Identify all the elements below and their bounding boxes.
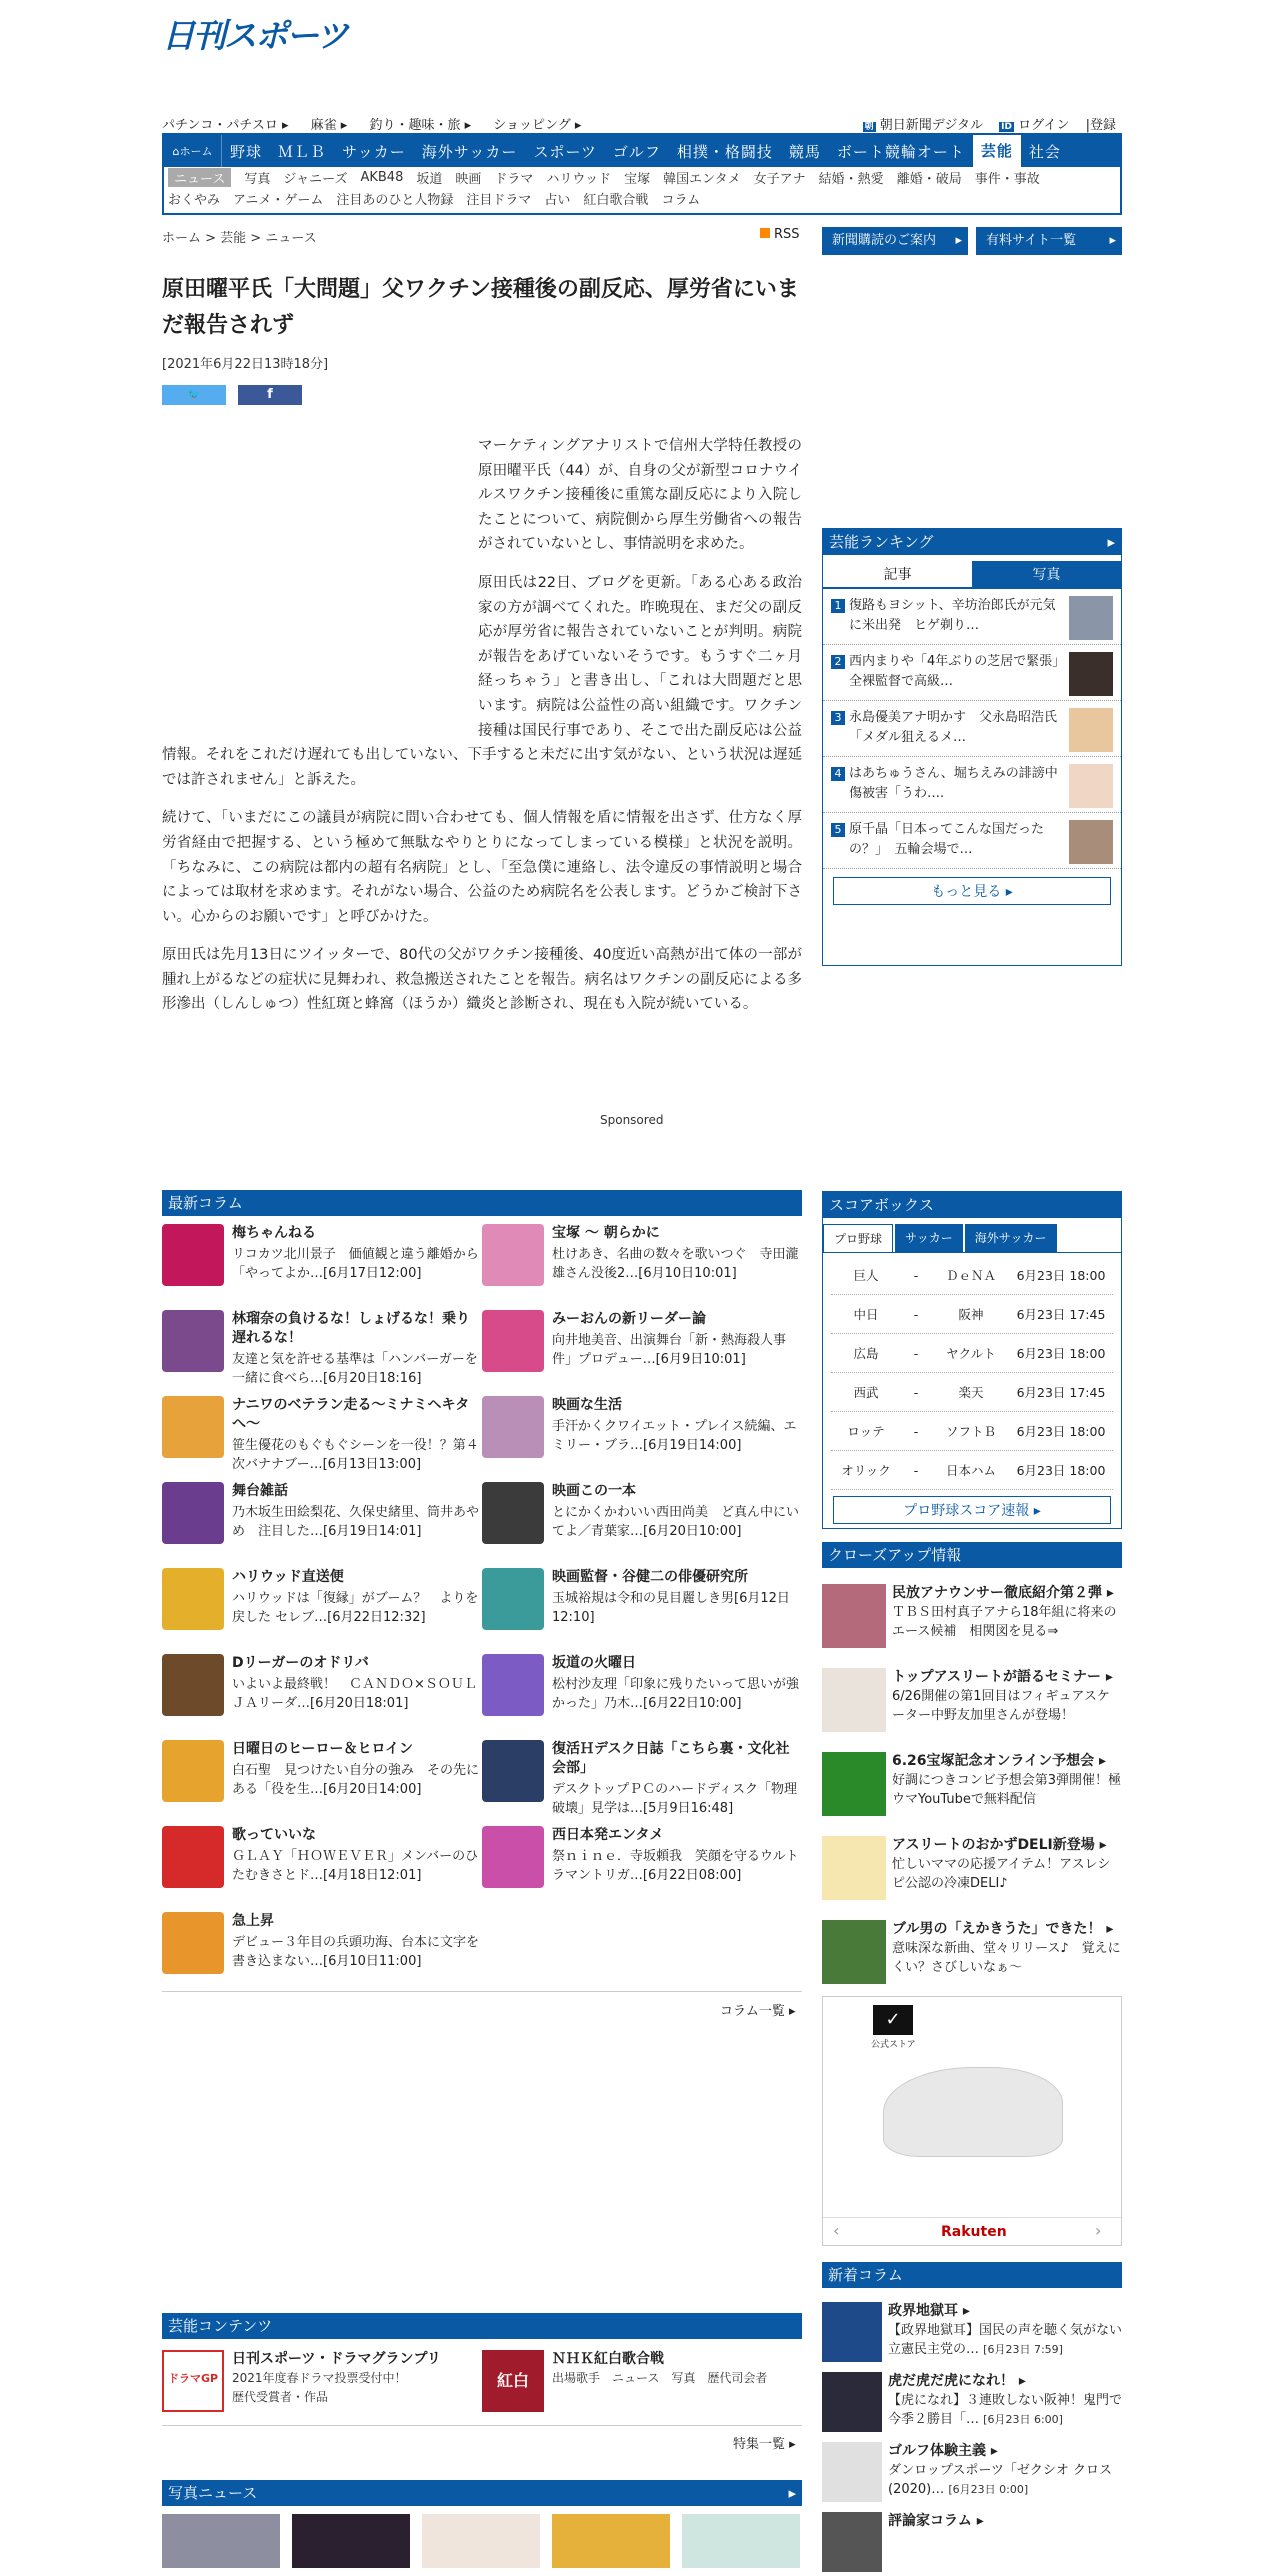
facebook-share-button[interactable]: [238, 385, 302, 405]
column-item[interactable]: [162, 1396, 482, 1482]
score-cell: 6月23日 17:45: [1016, 1385, 1106, 1400]
score-cell: 日本ハム: [945, 1463, 996, 1478]
subnav-featured-drama[interactable]: 注目ドラマ: [466, 193, 532, 208]
subnav-movie[interactable]: 映画: [455, 172, 482, 187]
closeup-thumbnail: [822, 1584, 886, 1648]
article-paragraph: 原田氏は22日、ブログを更新。「ある心ある政治家の方が調べてくれた。昨晩現在、まだ父の副反応が厚労省に報告されていないことが判明。病院が報告をあげていないそうです。もうすぐ二ヶ月経っちゃう」と書き出し、「これは大問題だと思います。病院は公益性の高い組織です。ワクチン接種は国民行事であり、そこで出た副反応は公益情報。それをこれだけ遅れても出していない、下手すると未だに出す気がない、という状況は遅延では許されません」と訴えた。: [162, 574, 802, 788]
score-cell: オリック: [841, 1463, 891, 1478]
ranking-thumbnail: [1069, 764, 1113, 808]
nav-boat[interactable]: ボート競輪オート: [836, 142, 965, 161]
score-cell: -: [913, 1306, 919, 1322]
photo-thumbnail[interactable]: [552, 2514, 670, 2568]
column-title: 映画監督・谷健二の俳優研究所: [552, 1569, 748, 1585]
score-cell: ロッテ: [847, 1424, 885, 1439]
drama-gp-archive[interactable]: 歴代受賞者・作品: [232, 2390, 329, 2404]
new-column-thumbnail: [822, 2372, 882, 2432]
new-column-title: 評論家コラム ▸: [888, 2513, 984, 2529]
closeup-desc: 意味深な新曲、堂々リリース♪ 覚えにくい？さびしいなぁ～: [892, 1941, 1121, 1975]
column-snippet: 友達と気を許せる基準は「ハンバーガーを一緒に食べら…[6月20日18:16]: [232, 1352, 478, 1386]
column-item[interactable]: [162, 1740, 482, 1826]
breadcrumb[interactable]: ホーム > 芸能 > ニュース: [162, 231, 317, 246]
subscription-button[interactable]: 新聞購読のご案内 ▸: [822, 227, 968, 255]
nav-keiba[interactable]: 競馬: [788, 142, 821, 161]
top-utility-nav: [162, 114, 1122, 132]
article-body: [162, 434, 802, 1031]
ranking-tab-articles[interactable]: 記事: [823, 561, 972, 589]
nav-soccer[interactable]: サッカー: [342, 142, 406, 161]
column-icon: [162, 1654, 224, 1716]
column-icon: [482, 1482, 544, 1544]
column-title: 日曜日のヒーロー＆ヒロイン: [232, 1741, 414, 1757]
ranking-thumbnail: [1069, 596, 1113, 640]
kohaku-desc: 出場歌手 ニュース 写真 歴代司会者: [552, 2371, 768, 2385]
score-box: [822, 1191, 1122, 1529]
score-cell: 6月23日 17:45: [1016, 1307, 1106, 1322]
column-icon: [162, 1826, 224, 1888]
column-title: 坂道の火曜日: [552, 1655, 636, 1671]
asahi-icon: 朝: [864, 122, 874, 132]
column-icon: [162, 1568, 224, 1630]
facebook-icon: f: [267, 387, 273, 402]
rank-number: 3: [831, 711, 845, 725]
topnav-shopping[interactable]: ショッピング ▸: [493, 118, 582, 133]
geino-contents-title: 芸能コンテンツ: [162, 2313, 802, 2339]
score-box-title: スコアボックス: [823, 1192, 1121, 1218]
column-snippet: 向井地美音、出演舞台「新・熱海殺人事件」プロデュー…[6月9日10:01]: [552, 1333, 787, 1367]
score-cell: -: [913, 1384, 919, 1400]
column-title: 舞台雑話: [232, 1483, 288, 1499]
closeup-item[interactable]: [822, 1752, 1122, 1816]
column-title: 梅ちゃんねる: [232, 1225, 316, 1241]
column-title: 復活Ｈデスク日誌「こちら裏・文化社会部」: [552, 1741, 790, 1776]
score-row[interactable]: [831, 1451, 1113, 1490]
score-cell: 西武: [853, 1385, 879, 1400]
next-arrow-icon[interactable]: ›: [1095, 2221, 1102, 2240]
nav-baseball[interactable]: 野球: [230, 142, 263, 161]
nav-shakai[interactable]: 社会: [1028, 142, 1061, 161]
sponsored-label: Sponsored: [600, 1113, 664, 1127]
article-paragraph: 続けて、「いまだにこの議員が病院に問い合わせても、個人情報を盾に情報を出さず、仕方なく厚労省経由で把握する、という極めて無駄なやりとりになってしまっている模様」と状況を説明。「ちなみに、この病院は都内の超有名病院」とし、「至急僕に連絡し、法令違反の事情説明と場合によっては取材を求めます。それがない場合、公益のため病院名を公表します。どうかご検討下さい。心からのお願いです」と呼びかけた。: [162, 810, 802, 925]
twitter-share-button[interactable]: [162, 385, 226, 405]
column-snippet: デビュー３年目の兵頭功海、台本に文字を書き込まない…[6月10日11:00]: [232, 1935, 480, 1969]
column-icon: [482, 1826, 544, 1888]
new-column-snippet: 【虎になれ】３連敗しない阪神！鬼門で今季２勝目「…: [888, 2393, 1123, 2427]
subnav-akb[interactable]: AKB48: [360, 170, 404, 185]
closeup-title: 民放アナウンサー徹底紹介第２弾 ▸: [892, 1585, 1114, 1601]
npb-score-link[interactable]: プロ野球スコア速報 ▸: [833, 1496, 1111, 1524]
score-cell: 広島: [853, 1346, 879, 1361]
column-item[interactable]: [162, 1654, 482, 1740]
subnav-announcer[interactable]: 女子アナ: [753, 172, 806, 187]
new-column-title: ゴルフ体験主義 ▸: [888, 2443, 998, 2459]
register-link[interactable]: |登録: [1085, 118, 1116, 133]
ranking-item-title: 原千晶「日本ってこんな国だったの？」 五輪会場で…: [849, 822, 1045, 857]
geino-ranking: [822, 528, 1122, 966]
closeup-title: アスリートのおかずDELI新登場 ▸: [892, 1837, 1107, 1853]
new-column-thumbnail: [822, 2442, 882, 2502]
column-item[interactable]: [482, 1740, 802, 1826]
subnav-takarazuka[interactable]: 宝塚: [624, 172, 651, 187]
ranking-item[interactable]: [823, 589, 1121, 645]
score-cell: 6月23日 18:00: [1016, 1424, 1106, 1439]
chevron-right-icon: ▸: [788, 2484, 796, 2502]
ranking-thumbnail: [1069, 820, 1113, 864]
column-icon: [482, 1740, 544, 1802]
new-column-date: [6月23日 7:59]: [983, 2343, 1063, 2356]
subnav-marriage[interactable]: 結婚・熱愛: [818, 172, 884, 187]
nav-sumo[interactable]: 相撲・格闘技: [676, 142, 773, 161]
feature-list-link[interactable]: 特集一覧 ▸: [733, 2437, 796, 2452]
ranking-thumbnail: [1069, 652, 1113, 696]
score-cell: 6月23日 18:00: [1016, 1346, 1106, 1361]
subnav-kpop[interactable]: 韓国エンタメ: [663, 172, 741, 187]
closeup-title: 6.26宝塚記念オンライン予想会 ▸: [892, 1753, 1107, 1769]
column-icon: [162, 1482, 224, 1544]
column-snippet: 玉城裕規は令和の見目麗しき男[6月12日12:10]: [552, 1591, 790, 1625]
photo-thumbnail[interactable]: [422, 2514, 540, 2568]
rank-number: 4: [831, 767, 845, 781]
closeup-thumbnail: [822, 1836, 886, 1900]
column-item[interactable]: [162, 1482, 482, 1568]
column-title: 急上昇: [232, 1913, 274, 1929]
subnav-sakamichi[interactable]: 坂道: [416, 172, 443, 187]
new-column-title: 政界地獄耳 ▸: [888, 2303, 970, 2319]
topnav-mahjong[interactable]: 麻雀 ▸: [310, 118, 348, 133]
rank-number: 5: [831, 823, 845, 837]
topnav-fishing[interactable]: 釣り・趣味・旅 ▸: [369, 118, 472, 133]
column-icon: [482, 1568, 544, 1630]
column-icon: [482, 1310, 544, 1372]
score-cell: 6月23日 18:00: [1016, 1463, 1106, 1478]
column-icon: [482, 1396, 544, 1458]
drama-gp-desc: 2021年度春ドラマ投票受付中！: [232, 2371, 407, 2385]
column-icon: [482, 1654, 544, 1716]
kohaku-title: ＮＨＫ紅白歌合戦: [552, 2351, 664, 2367]
column-item[interactable]: [482, 1826, 802, 1912]
ranking-item[interactable]: [823, 757, 1121, 813]
kohaku-icon: 紅白: [482, 2350, 544, 2412]
column-title: 宝塚 ～ 朝らかに: [552, 1225, 660, 1241]
column-list-link[interactable]: コラム一覧 ▸: [720, 2004, 796, 2019]
score-row[interactable]: [831, 1334, 1113, 1373]
score-cell: ソフトＢ: [945, 1424, 996, 1439]
new-column-thumbnail: [822, 2302, 882, 2362]
ranking-thumbnail: [1069, 708, 1113, 752]
new-column-item[interactable]: [822, 2512, 1122, 2572]
column-item[interactable]: [162, 1568, 482, 1654]
closeup-item[interactable]: [822, 1584, 1122, 1648]
nav-world-soccer[interactable]: 海外サッカー: [421, 142, 518, 161]
new-column-title: 虎だ虎だ虎になれ！ ▸: [888, 2373, 1026, 2389]
ranking-item[interactable]: [823, 701, 1121, 757]
column-snippet: 祭ｎｉｎｅ．寺坂頼我 笑顔を守るウルトラマントリガ…[6月22日08:00]: [552, 1849, 799, 1883]
score-cell: -: [913, 1423, 919, 1439]
login-link[interactable]: ID ログイン: [1001, 118, 1070, 133]
ranking-item-title: 復路もヨシット、辛坊治郎氏が元気に米出発 ヒゲ剃り…: [849, 598, 1056, 633]
column-snippet: 乃木坂生田絵梨花、久保史緒里、筒井あやめ 注目した…[6月19日14:01]: [232, 1505, 480, 1539]
column-icon: [482, 1224, 544, 1286]
nav-geino[interactable]: 芸能: [973, 135, 1021, 167]
score-cell: -: [913, 1345, 919, 1361]
column-snippet: デスクトップＰＣのハードディスク「物理破壊」見学は…[5月9日16:48]: [552, 1782, 798, 1816]
asahi-link[interactable]: 朝 朝日新聞デジタル: [864, 118, 983, 133]
column-icon: [162, 1912, 224, 1974]
photo-thumbnail[interactable]: [162, 2514, 280, 2568]
column-item[interactable]: [482, 1224, 802, 1310]
new-column-item[interactable]: [822, 2442, 1122, 2502]
score-tab-soccer[interactable]: サッカー: [895, 1224, 963, 1252]
drama-gp-title: 日刊スポーツ・ドラマグランプリ: [232, 2351, 441, 2367]
rank-number: 1: [831, 599, 845, 613]
article-date: [2021年6月22日13時18分]: [162, 357, 329, 372]
score-row[interactable]: [831, 1373, 1113, 1412]
column-title: Dリーガーのオドリバ: [232, 1655, 369, 1671]
subnav-obituary[interactable]: おくやみ: [168, 193, 221, 208]
subnav-column[interactable]: コラム: [661, 193, 701, 208]
column-item[interactable]: [482, 1654, 802, 1740]
column-title: 映画な生活: [552, 1397, 622, 1413]
rakuten-ad[interactable]: [822, 1996, 1122, 2246]
rakuten-logo: Rakuten: [941, 2224, 1007, 2240]
ad-brand-label: 公式ストア: [871, 2040, 916, 2050]
nav-mlb[interactable]: ＭＬＢ: [278, 142, 327, 161]
column-item[interactable]: [482, 1568, 802, 1654]
closeup-thumbnail: [822, 1668, 886, 1732]
ranking-item-title: 永島優美アナ明かす 父永島昭浩氏「メダル狙えるメ…: [849, 710, 1058, 745]
chevron-right-icon: ▸: [1107, 533, 1115, 551]
login-icon: ID: [1001, 122, 1012, 132]
ranking-item-title: 西内まりや「4年ぶりの芝居で緊張」全裸監督で高級…: [849, 654, 1059, 689]
column-snippet: いよいよ最終戦！ ＣＡＮＤＯ×ＳＯＵＬＪＡリーダ…[6月20日18:01]: [232, 1677, 477, 1711]
ranking-tab-photos[interactable]: 写真: [972, 561, 1121, 589]
new-columns-title: 新着コラム: [822, 2262, 1122, 2288]
score-cell: 6月23日 18:00: [1016, 1268, 1106, 1283]
closeup-desc: 好調につきコンビ予想会第3弾開催！極ウマYouTubeで無料配信: [892, 1773, 1122, 1807]
ranking-more-button[interactable]: もっと見る ▸: [833, 877, 1111, 905]
score-tab-world-soccer[interactable]: 海外サッカー: [965, 1224, 1057, 1252]
column-title: 林瑠奈の負けるな！しょげるな！乗り遅れるな！: [232, 1311, 470, 1346]
score-cell: 阪神: [958, 1307, 984, 1322]
column-snippet: リコカツ北川景子 価値観と違う離婚から「やってよか…[6月17日12:00]: [232, 1247, 479, 1281]
column-item[interactable]: [482, 1310, 802, 1396]
score-row[interactable]: [831, 1412, 1113, 1451]
subnav-divorce[interactable]: 離婚・破局: [896, 172, 962, 187]
score-cell: -: [913, 1267, 919, 1283]
new-column-date: [6月23日 6:00]: [983, 2413, 1063, 2426]
closeup-title: トップアスリートが語るセミナー ▸: [892, 1669, 1113, 1685]
ranking-item[interactable]: [823, 813, 1121, 869]
column-item[interactable]: [162, 1224, 482, 1310]
subnav-news[interactable]: ニュース: [168, 168, 231, 187]
closeup-desc: 6/26開催の第1回目はフィギュアスケーター中野友加里さんが登場！: [892, 1689, 1110, 1723]
column-title: 西日本発エンタメ: [552, 1827, 664, 1843]
photo-thumbnail[interactable]: [292, 2514, 410, 2568]
column-item[interactable]: [162, 1826, 482, 1912]
column-icon: [162, 1224, 224, 1286]
subnav-person[interactable]: 注目あのひと人物録: [336, 193, 454, 208]
article-title: 原田曜平氏「大問題」父ワクチン接種後の副反応、厚労省にいまだ報告されず: [162, 277, 799, 338]
new-column-item[interactable]: [822, 2372, 1122, 2432]
paid-sites-button[interactable]: 有料サイト一覧 ▸: [976, 227, 1122, 255]
closeup-thumbnail: [822, 1920, 886, 1984]
column-title: ハリウッド直送便: [232, 1569, 344, 1585]
column-snippet: ハリウッドは「復縁」がブーム？ よりを戻した セレブ…[6月22日12:32]: [232, 1591, 479, 1625]
column-snippet: とにかくかわいい西田尚美 ど真ん中にいてよ／青葉家…[6月20日10:00]: [552, 1505, 800, 1539]
rss-icon: [760, 228, 770, 238]
score-cell: ヤクルト: [946, 1346, 996, 1361]
ranking-item[interactable]: [823, 645, 1121, 701]
column-icon: [162, 1396, 224, 1458]
subnav-anime[interactable]: アニメ・ゲーム: [233, 193, 324, 208]
swoosh-icon: ✓: [873, 2005, 913, 2035]
prev-arrow-icon[interactable]: ‹: [833, 2221, 840, 2240]
article-ad-space: [162, 434, 478, 736]
subnav-drama[interactable]: ドラマ: [494, 172, 534, 187]
kohaku-link[interactable]: [482, 2350, 802, 2412]
new-column-item[interactable]: [822, 2302, 1122, 2362]
column-snippet: 杜けあき、名曲の数々を歌いつぐ 寺田瀧雄さん没後2…[6月10日10:01]: [552, 1247, 799, 1281]
subnav-photo[interactable]: 写真: [244, 172, 271, 187]
nav-golf[interactable]: ゴルフ: [612, 142, 661, 161]
sneaker-image: [883, 2067, 1063, 2157]
site-logo[interactable]: 日刊スポーツ: [162, 16, 347, 55]
new-column-date: [6月23日 0:00]: [948, 2483, 1029, 2496]
drama-gp-icon: ドラマGP: [162, 2350, 224, 2412]
latest-columns-title: 最新コラム: [162, 1190, 802, 1216]
score-cell: -: [913, 1462, 919, 1478]
closeup-title: ブル男の「えかきうた」できた！ ▸: [892, 1921, 1114, 1937]
subnav-incident[interactable]: 事件・事故: [974, 172, 1040, 187]
column-snippet: ＧＬＡＹ「ＨＯＷＥＶＥＲ」メンバーのひたむきさとド…[4月18日12:01]: [232, 1849, 479, 1883]
column-title: みーおんの新リーダー論: [552, 1311, 706, 1327]
score-cell: 中日: [853, 1307, 879, 1322]
closeup-desc: 忙しいママの応援アイテム！アスレシピ公認の冷凍DELI♪: [892, 1857, 1111, 1891]
column-icon: [162, 1310, 224, 1372]
column-item[interactable]: [162, 1912, 482, 1998]
closeup-title: クローズアップ情報: [822, 1542, 1122, 1568]
ranking-title[interactable]: 芸能ランキング ▸: [823, 529, 1121, 555]
column-icon: [162, 1740, 224, 1802]
nav-home[interactable]: ⌂ ホーム: [164, 135, 222, 167]
photo-news-title: 写真ニュース ▸: [162, 2480, 802, 2506]
score-cell: ＤｅＮＡ: [945, 1268, 996, 1283]
column-snippet: 松村沙友理「印象に残りたいって思いが強かった」乃木…[6月22日10:00]: [552, 1677, 800, 1711]
closeup-item[interactable]: [822, 1668, 1122, 1732]
new-column-snippet: 【政界地獄耳】国民の声を聴く気がない立憲民主党の…: [888, 2323, 1123, 2357]
new-column-thumbnail: [822, 2512, 882, 2572]
nav-sports[interactable]: スポーツ: [533, 142, 597, 161]
score-tab-npb[interactable]: プロ野球: [823, 1224, 893, 1252]
closeup-item[interactable]: [822, 1920, 1122, 1984]
rss-link[interactable]: RSS: [760, 227, 800, 242]
subnav-hollywood[interactable]: ハリウッド: [546, 172, 612, 187]
photo-thumbnail[interactable]: [682, 2514, 800, 2568]
drama-gp-link[interactable]: [162, 2350, 482, 2412]
subnav-kohaku[interactable]: 紅白歌合戦: [583, 193, 649, 208]
main-nav: [162, 133, 1122, 215]
home-icon: ⌂: [172, 144, 180, 158]
score-row[interactable]: [831, 1256, 1113, 1295]
score-cell: 巨人: [853, 1268, 879, 1283]
article-paragraph: 原田氏は先月13日にツイッターで、80代の父がワクチン接種後、40度近い高熱が出て体の一部が腫れ上がるなどの症状に見舞われ、救急搬送されたことを報告。病名はワクチンの副反応による多形滲出（しんしゅつ）性紅斑と蜂窩（ほうか）織炎と診断され、現在も入院が続いている。: [162, 947, 802, 1013]
subnav-fortune[interactable]: 占い: [544, 193, 571, 208]
column-snippet: 白石聖 見つけたい自分の強み その先にある「役を生…[6月20日14:00]: [232, 1763, 480, 1797]
column-item[interactable]: [482, 1482, 802, 1568]
column-title: 歌っていいな: [232, 1827, 316, 1843]
column-item[interactable]: [482, 1396, 802, 1482]
closeup-desc: ＴＢＳ田村真子アナら18年組に将来のエース候補 相関図を見る⇒: [892, 1605, 1117, 1639]
column-snippet: 手汗かくクワイエット・プレイス続編、エミリー・ブラ…[6月19日14:00]: [552, 1419, 797, 1453]
article-paragraph: マーケティングアナリストで信州大学特任教授の原田曜平氏（44）が、自身の父が新型コロナウイルスワクチン接種後に重篤な副反応により入院したことについて、病院側から厚生労働省への報告がされていないとし、事情説明を求めた。: [478, 438, 802, 553]
topnav-pachinko[interactable]: パチンコ・パチスロ ▸: [162, 118, 289, 133]
new-column-snippet: ダンロップスポーツ「ゼクシオ クロス(2020)…: [888, 2463, 1112, 2497]
subnav-johnnys[interactable]: ジャニーズ: [283, 172, 348, 187]
column-item[interactable]: [162, 1310, 482, 1396]
rank-number: 2: [831, 655, 845, 669]
column-snippet: 笹生優花のもぐもぐシーンを一役！？第４次バナナブー…[6月13日13:00]: [232, 1438, 479, 1472]
ranking-item-title: はあちゅうさん、堀ちえみの誹謗中傷被害「うわ….: [849, 766, 1058, 801]
column-title: ナニワのベテラン走る～ミナミヘキタへ～: [232, 1397, 470, 1432]
score-cell: 楽天: [958, 1385, 984, 1400]
closeup-item[interactable]: [822, 1836, 1122, 1900]
twitter-icon: 🐦: [187, 388, 201, 401]
column-title: 映画この一本: [552, 1483, 636, 1499]
score-row[interactable]: [831, 1295, 1113, 1334]
closeup-thumbnail: [822, 1752, 886, 1816]
